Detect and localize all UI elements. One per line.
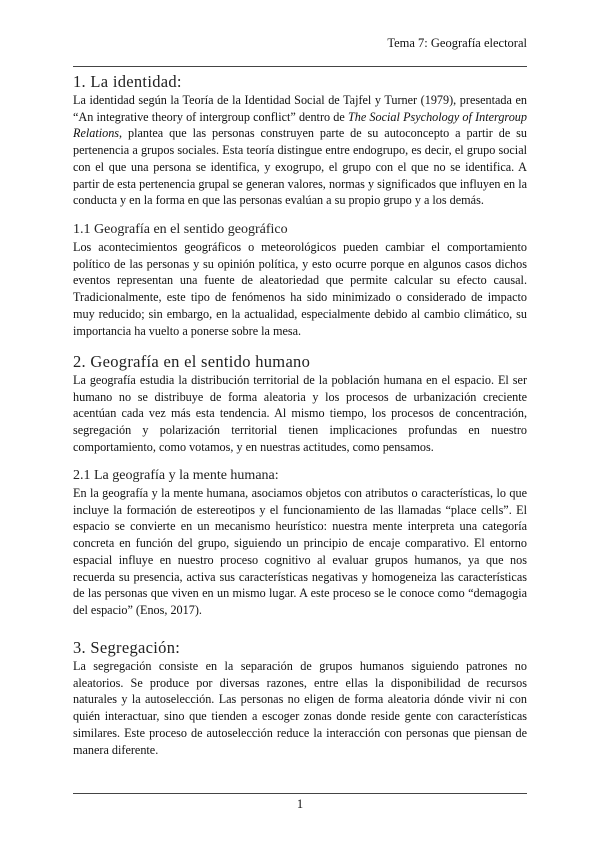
section-body: La geografía estudia la distribución territorial de la población humana en el espacio. El ser humano no se distribuye de forma aleatoria y los procesos de urbanización creciente acentúan cada vez más esta tendencia. Al mismo tiempo, los procesos de concentración, segregación y polarización territorial tienen implicaciones profundas en nuestro comportamiento, como votamos, y en nuestras actitudes, como pensamos. — [73, 373, 527, 454]
section-geografia-mente — [73, 467, 527, 619]
section-segregacion — [73, 638, 527, 758]
running-header: Tema 7: Geografía electoral — [387, 36, 527, 50]
section-heading: 3. Segregación: — [73, 638, 181, 657]
body-text: , plantea que las personas construyen parte de su autoconcepto a partir de su pertenencia a grupos sociales. Esta teoría distingue entre endogrupo, es decir, el grupo social con el que una persona se identifica, y exogrupo, el grupo con el que no se identifica. A partir de esta pertenencia grupal se generan valores, normas y significados que influyen en la conducta y en la forma en que las personas evalúan a su propio grupo y a los demás. — [73, 126, 527, 208]
page-number: 1 — [296, 797, 304, 811]
footer-rule — [73, 793, 527, 794]
section-body — [73, 92, 527, 209]
section-body: En la geografía y la mente humana, asociamos objetos con atributos o características, lo que incluye la formación de estereotipos y el funcionamiento de las llamadas “place cells”. El espacio se convierte en un mecanismo heurístico: nuestra mente interpreta una categoría concreta en función del grupo, siguiendo un principio de encaje comparativo. El entorno espacial influye en nuestro proceso cognitivo al evaluar grupos humanos, ya que nos recuerda su presencia, activa sus características negativas y homogeneiza las características de las personas que viven en un mismo lugar. A este proceso se le conoce como “demagogia del espacio” (Enos, 2017). — [73, 486, 527, 617]
section-heading: 1.1 Geografía en el sentido geográfico — [73, 222, 288, 237]
header-rule — [73, 66, 527, 67]
section-geografia-geografico — [73, 221, 527, 339]
body-text: La identidad según la Teoría de la Identidad Social de Tajfel y Turner (1979), presentada en “An integrative theory of intergroup conflict” dentro de — [73, 93, 527, 124]
book-title: The Social Psychology of Intergroup Relations — [73, 109, 527, 141]
section-heading: 2. Geografía en el sentido humano — [73, 352, 311, 371]
section-body: La segregación consiste en la separación de grupos humanos siguiendo patrones no aleatorios. Se produce por diversas razones, entre ellas la disponibilidad de recursos naturales y la autoselección. Las personas no eligen de forma aleatoria dónde vivir ni con quién interactuar, sino que tienden a escoger zonas donde reside gente con características similares. Este proceso de autoselección reduce la interacción con personas que piensan de manera diferente. — [73, 659, 527, 757]
section-heading: 2.1 La geografía y la mente humana: — [73, 468, 279, 483]
section-body: Los acontecimientos geográficos o meteorológicos pueden cambiar el comportamiento político de las personas y su opinión política, y esto ocurre porque en algunos casos dichos eventos representan una fuente de aleatoriedad que permite calcular su efecto causal. Tradicionalmente, este tipo de fenómenos ha sido minimizado o considerado de impacto muy reducido; sin embargo, en la actualidad, especialmente debido al cambio climático, su importancia ha vuelto a ponerse sobre la mesa. — [73, 240, 527, 338]
section-heading: 1. La identidad: — [73, 72, 182, 91]
section-identidad — [73, 72, 527, 209]
section-geografia-humano — [73, 352, 527, 456]
